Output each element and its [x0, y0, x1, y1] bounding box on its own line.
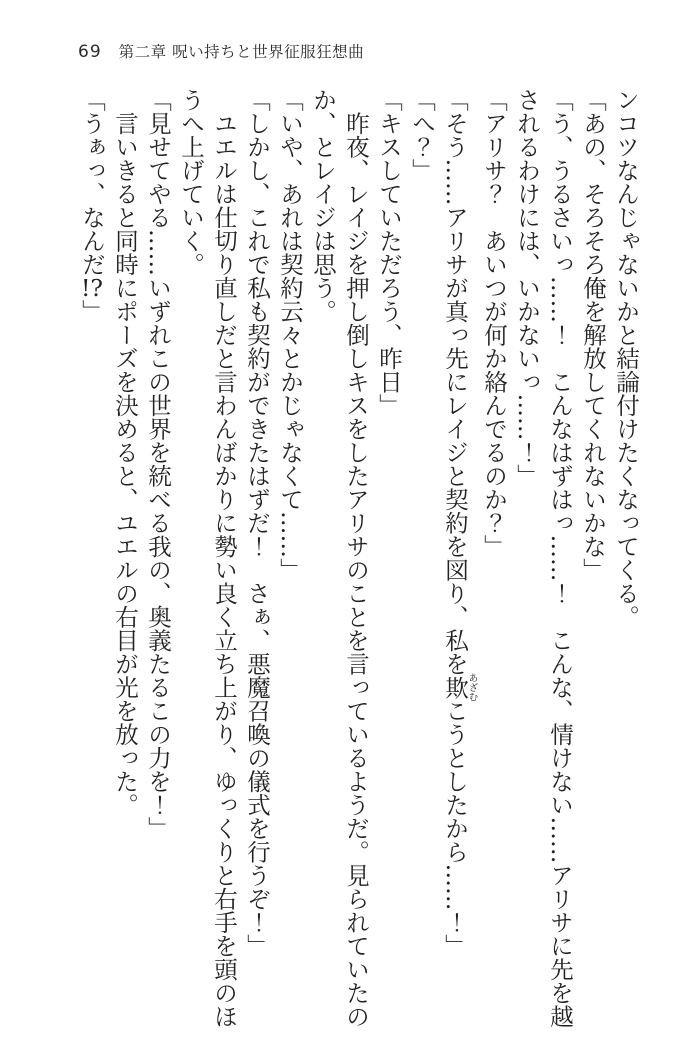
- text-line: 言いきると同時にポーズを決めると、ユエルの右目が光を放った。: [111, 88, 139, 817]
- tate-chu-yoko: !?: [80, 276, 104, 300]
- text-line: 「いや、あれは契約云々とかじゃなくて……」: [276, 88, 304, 582]
- text-line: 「アリサ？ あいつが何か絡んでるのか？」: [480, 88, 508, 558]
- running-head: [78, 40, 364, 62]
- text-line: 「う、うるさいっ……！ こんなはずはっ……！ こんな、情けない……アリサに先を越されるわけには、いかないっ……！」: [513, 88, 574, 1028]
- text-line: 「そう……アリサが真っ先にレイジと契約を図り、私を欺あざむこうとしたから……！」: [441, 88, 478, 958]
- text-line: 「へ？」: [408, 88, 436, 182]
- body-text: [57, 88, 642, 1033]
- page-number: 69: [78, 42, 102, 62]
- chapter-title: 第二章 呪い持ちと世界征服狂想曲: [118, 43, 365, 61]
- text-line: 「あの、そろそろ俺を解放してくれないかな」: [579, 88, 607, 582]
- text-line: 「しかし、これで私も契約ができたはずだ！ さぁ、悪魔召喚の儀式を行うぞ！」: [243, 88, 271, 958]
- text-line: 「キスしていただろう、昨日」: [375, 88, 403, 417]
- text-line: ユエルは仕切り直しだと言わんばかりに勢い良く立ち上がり、ゆっくりと右手を頭のほうへ上げていく。: [177, 88, 238, 1028]
- text-line: 昨夜、レイジを押し倒しキスをしたアリサのことを言っているようだ。見られていたのか、とレイジは思う。: [309, 88, 370, 1028]
- text-line: 「見せてやる……いずれこの世界を統べる我の、奥義たるこの力を！」: [144, 88, 172, 840]
- text-line: 「うぁっ、なんだ!?」: [78, 88, 106, 323]
- furigana-ruby: 欺あざむ: [441, 673, 478, 702]
- text-line: ンコツなんじゃないかと結論付けたくなってくる。: [612, 88, 640, 629]
